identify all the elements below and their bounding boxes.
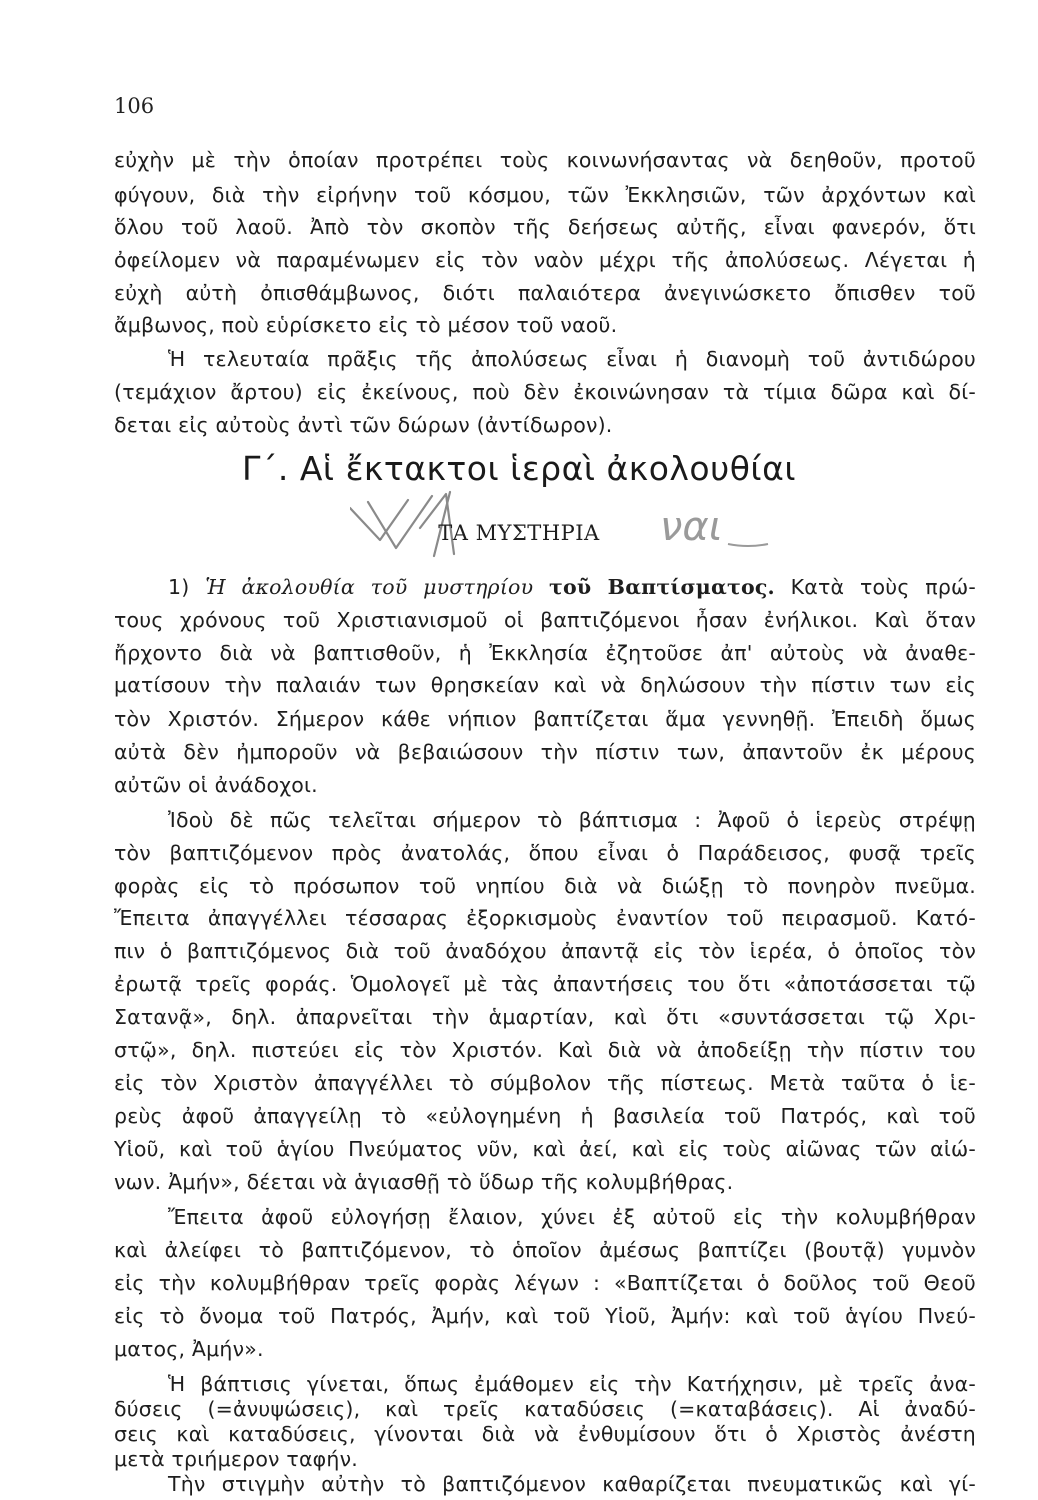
text-line: εἰς τὴν κολυμβήθραν τρεῖς φορὰς λέγων : «Βαπτίζεται ὁ δοῦλος τοῦ Θεοῦ bbox=[114, 1271, 976, 1295]
text-line: ματίσουν τὴν παλαιάν των θρησκείαν καὶ νὰ δηλώσουν τὴν πίστιν των εἰς bbox=[114, 673, 976, 697]
text-line: ὀφείλομεν νὰ παραμένωμεν εἰς τὸν ναὸν μέχρι τῆς ἀπολύσεως. Λέγεται ἡ bbox=[114, 248, 976, 272]
paragraph-title: Ἡ ἀκολουθία τοῦ μυστηρίου bbox=[205, 575, 534, 599]
text-line: αὐτὰ δὲν ἠμποροῦν νὰ βεβαιώσουν τὴν πίστιν των, ἀπαντοῦν ἐκ μέρους bbox=[114, 740, 976, 764]
text-line: Τὴν στιγμὴν αὐτὴν τὸ βαπτιζόμενον καθαρίζεται πνευματικῶς καὶ γί- bbox=[168, 1472, 976, 1496]
page-number: 106 bbox=[114, 94, 155, 118]
text-line: Ἰδοὺ δὲ πῶς τελεῖται σήμερον τὸ βάπτισμα : Ἀφοῦ ὁ ἱερεὺς στρέψῃ bbox=[168, 808, 976, 832]
text-line: εὐχὴ αὐτὴ ὀπισθάμβωνος, διότι παλαιότερα ἀνεγινώσκετο ὄπισθεν τοῦ bbox=[114, 281, 976, 305]
text-line: Σατανᾷ», δηλ. ἀπαρνεῖται τὴν ἁμαρτίαν, καὶ ὅτι «συντάσσεται τῷ Χρι- bbox=[114, 1005, 976, 1029]
text-line: νων. Ἀμήν», δέεται νὰ ἁγιασθῇ τὸ ὕδωρ τῆς κολυμβήθρας. bbox=[114, 1170, 734, 1194]
text-span: Κατὰ τοὺς πρώ- bbox=[790, 575, 977, 599]
text-line: μετὰ τριήμερον ταφήν. bbox=[114, 1447, 358, 1471]
text-line: ματος, Ἀμήν». bbox=[114, 1337, 264, 1361]
text-line: σεις καὶ καταδύσεις, γίνονται διὰ νὰ ἐνθυμίσουν ὅτι ὁ Χριστὸς ἀνέστη bbox=[114, 1422, 976, 1446]
text-line: ἄμβωνος, ποὺ εὑρίσκετο εἰς τὸ μέσον τοῦ ναοῦ. bbox=[114, 313, 618, 337]
text-line: Υἱοῦ, καὶ τοῦ ἁγίου Πνεύματος νῦν, καὶ ἀεί, καὶ εἰς τοὺς αἰῶνας τῶν αἰώ- bbox=[114, 1137, 976, 1161]
text-line: δύσεις (=ἀνυψώσεις), καὶ τρεῖς καταδύσεις (=καταβάσεις). Αἱ ἀναδύ- bbox=[114, 1397, 976, 1421]
text-line: ὅλου τοῦ λαοῦ. Ἀπὸ τὸν σκοπὸν τῆς δεήσεως αὐτῆς, εἶναι φανερόν, ὅτι bbox=[114, 215, 976, 239]
text-line: τὸν Χριστόν. Σήμερον κάθε νήπιον βαπτίζεται ἅμα γεννηθῇ. Ἐπειδὴ ὅμως bbox=[114, 707, 976, 731]
text-line: Ἡ βάπτισις γίνεται, ὅπως ἐμάθομεν εἰς τὴν Κατήχησιν, μὲ τρεῖς ἀνα- bbox=[168, 1372, 976, 1396]
text-line: πιν ὁ βαπτιζόμενος διὰ τοῦ ἀναδόχου ἀπαντᾷ εἰς τὸν ἱερέα, ὁ ὁποῖος τὸν bbox=[114, 939, 976, 963]
text-line: τους χρόνους τοῦ Χριστιανισμοῦ οἱ βαπτιζόμενοι ἦσαν ἐνήλικοι. Καὶ ὅταν bbox=[114, 608, 976, 632]
list-number: 1) bbox=[168, 575, 190, 599]
text-line: Ἔπειτα ἀπαγγέλλει τέσσαρας ἐξορκισμοὺς ἐναντίον τοῦ πειρασμοῦ. Κατό- bbox=[114, 906, 976, 930]
text-line: Ἔπειτα ἀφοῦ εὐλογήσῃ ἔλαιον, χύνει ἐξ αὐτοῦ εἰς τὴν κολυμβήθραν bbox=[168, 1205, 976, 1229]
text-line: ἐρωτᾷ τρεῖς φοράς. Ὁμολογεῖ μὲ τὰς ἀπαντήσεις του ὅτι «ἀποτάσσεται τῷ bbox=[114, 972, 976, 996]
text-line: στῷ», δηλ. πιστεύει εἰς τὸν Χριστόν. Καὶ διὰ νὰ ἀποδείξῃ τὴν πίστιν του bbox=[114, 1038, 976, 1062]
text-line: Ἡ τελευταία πρᾶξις τῆς ἀπολύσεως εἶναι ἡ διανομὴ τοῦ ἀντιδώρου bbox=[168, 347, 976, 371]
text-line: εἰς τὸ ὄνομα τοῦ Πατρός, Ἀμήν, καὶ τοῦ Υἱοῦ, Ἀμήν: καὶ τοῦ ἁγίου Πνεύ- bbox=[114, 1304, 976, 1328]
text-line: δεται εἰς αὐτοὺς ἀντὶ τῶν δώρων (ἀντίδωρον). bbox=[114, 413, 613, 437]
text-line: φύγουν, διὰ τὴν εἰρήνην τοῦ κόσμου, τῶν Ἐκκλησιῶν, τῶν ἀρχόντων καὶ bbox=[114, 183, 976, 207]
section-heading: Γ΄. Αἱ ἔκτακτοι ἱεραὶ ἀκολουθίαι bbox=[241, 449, 796, 488]
subheading: ΤΑ ΜΥΣΤΗΡΙΑ bbox=[438, 521, 600, 545]
text-line bbox=[168, 572, 976, 602]
text-line: εὐχὴν μὲ τὴν ὁποίαν προτρέπει τοὺς κοινωνήσαντας νὰ δεηθοῦν, προτοῦ bbox=[114, 148, 976, 172]
text-line: εἰς τὸν Χριστὸν ἀπαγγέλλει τὸ σύμβολον τῆς πίστεως. Μετὰ ταῦτα ὁ ἱε- bbox=[114, 1071, 976, 1095]
text-line: τὸν βαπτιζόμενον πρὸς ἀνατολάς, ὅπου εἶναι ὁ Παράδεισος, φυσᾷ τρεῖς bbox=[114, 841, 976, 865]
text-line: ρεὺς ἀφοῦ ἀπαγγείλῃ τὸ «εὐλογημένη ἡ βασιλεία τοῦ Πατρός, καὶ τοῦ bbox=[114, 1104, 976, 1128]
text-line: αὐτῶν οἱ ἀνάδοχοι. bbox=[114, 773, 318, 797]
text-line: φορὰς εἰς τὸ πρόσωπον τοῦ νηπίου διὰ νὰ διώξῃ τὸ πονηρὸν πνεῦμα. bbox=[114, 874, 976, 898]
text-line: (τεμάχιον ἄρτου) εἰς ἐκείνους, ποὺ δὲν ἐκοινώνησαν τὰ τίμια δῶρα καὶ δί- bbox=[114, 380, 976, 404]
paragraph-title-bold: τοῦ Βαπτίσματος. bbox=[549, 575, 775, 599]
text-line: καὶ ἀλείφει τὸ βαπτιζόμενον, τὸ ὁποῖον ἀμέσως βαπτίζει (βουτᾷ) γυμνὸν bbox=[114, 1238, 976, 1262]
handwritten-text: ναι bbox=[660, 504, 723, 550]
text-line: ἤρχοντο διὰ νὰ βαπτισθοῦν, ἡ Ἐκκλησία ἐζητοῦσε ἀπ' αὐτοὺς νὰ ἀναθε- bbox=[114, 641, 976, 665]
